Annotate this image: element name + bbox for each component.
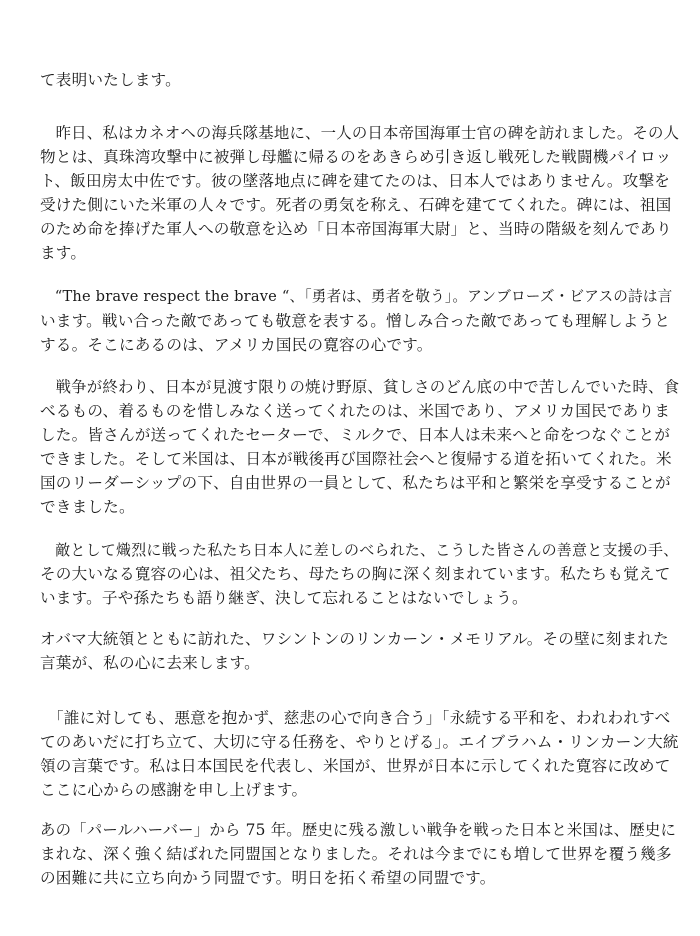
text-line: ト、飯田房太中佐です。彼の墜落地点に碑を建てたのは、日本人ではありません。攻撃を — [40, 172, 671, 190]
text-line: べるもの、着るものを惜しみなく送ってくれたのは、米国であり、アメリカ国民でありま — [40, 402, 671, 420]
text-line: 敵として熾烈に戦った私たち日本人に差しのべられた、こうした皆さんの善意と支援の手、 — [40, 541, 679, 559]
text-line: 「誰に対しても、悪意を抱かず、慈悲の心で向き合う」「永続する平和を、われわれすべ — [40, 709, 671, 727]
text-line: できました。そして米国は、日本が戦後再び国際社会へと復帰する道を拓いてくれた。米 — [40, 450, 672, 468]
text-line: まれな、深く強く結ばれた同盟国となりました。それは今までにも増して世界を覆う幾多 — [40, 845, 672, 863]
text-line: います。戦い合った敵であっても敬意を表する。憎しみ合った敵であっても理解しようと — [40, 312, 671, 330]
text-line: て表明いたします。 — [40, 71, 181, 89]
text-line: 昨日、私はカネオヘの海兵隊基地に、一人の日本帝国海軍士官の碑を訪れました。その人 — [40, 124, 680, 142]
text-line: “The brave respect the brave “、「勇者は、勇者を敬う」。アンブローズ・ビアスの詩は言 — [40, 288, 673, 305]
paragraph-3 — [40, 285, 680, 357]
text-line: 国のリーダーシップの下、自由世界の一員として、私たちは平和と繁栄を享受することが — [40, 474, 671, 492]
text-line: の困難に共に立ち向かう同盟です。明日を拓く希望の同盟です。 — [40, 869, 496, 887]
text-line: ここに心からの感謝を申し上げます。 — [40, 781, 308, 799]
text-line: あの「パールハーバー」から 75 年。歴史に残る激しい戦争を戦った日本と米国は、歴史に — [40, 821, 677, 839]
text-line: ます。 — [40, 244, 87, 262]
text-line: できました。 — [40, 498, 135, 516]
text-line: てのあいだに打ち立て、大切に守る任務を、やりとげる」。エイブラハム・リンカーン大統 — [40, 733, 679, 751]
paragraph-5 — [40, 538, 680, 610]
paragraph-2 — [40, 121, 680, 265]
text-line: 言葉が、私の心に去来します。 — [40, 654, 260, 672]
paragraph-8 — [40, 818, 680, 890]
paragraph-4 — [40, 375, 680, 519]
text-line: います。子や孫たちも語り継ぎ、決して忘れることはないでしょう。 — [40, 589, 528, 607]
paragraph-7 — [40, 706, 680, 802]
text-line: 物とは、真珠湾攻撃中に被弾し母艦に帰るのをあきらめ引き返し戦死した戦闘機パイロッ — [40, 148, 672, 166]
text-line: 領の言葉です。私は日本国民を代表し、米国が、世界が日本に示してくれた寛容に改めて — [40, 757, 671, 775]
text-line: した。皆さんが送ってくれたセーターで、ミルクで、日本人は未来へと命をつなぐことが — [40, 426, 671, 444]
text-line: のため命を捧げた軍人への敬意を込め「日本帝国海軍大尉」と、当時の階級を刻んであり — [40, 220, 672, 238]
text-line: その大いなる寛容の心は、祖父たち、母たちの胸に深く刻まれています。私たちも覚えて — [40, 565, 671, 583]
paragraph-6 — [40, 627, 680, 675]
text-line: オバマ大統領とともに訪れた、ワシントンのリンカーン・メモリアル。その壁に刻まれた — [40, 630, 669, 648]
text-line: する。そこにあるのは、アメリカ国民の寛容の心です。 — [40, 336, 433, 354]
paragraph-1 — [40, 68, 680, 92]
text-line: 戦争が終わり、日本が見渡す限りの焼け野原、貧しさのどん底の中で苦しんでいた時、食 — [40, 378, 680, 396]
text-line: 受けた側にいた米軍の人々です。死者の勇気を称え、石碑を建ててくれた。碑には、祖国 — [40, 196, 672, 214]
